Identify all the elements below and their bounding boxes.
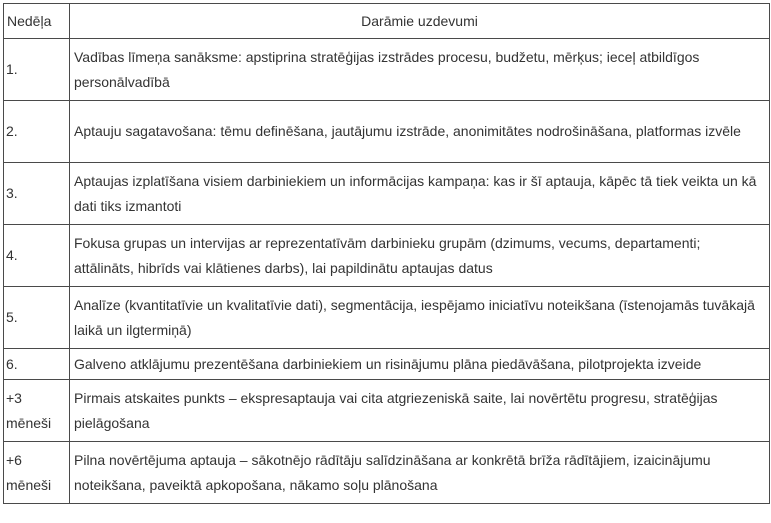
table-row xyxy=(4,287,770,349)
task-cell: Analīze (kvantitatīvie un kvalitatīvie dati), segmentācija, iespējamo iniciatīvu noteikšana (īstenojamās tuvākajā laikā un ilgtermiņā) xyxy=(70,287,770,349)
table-header xyxy=(4,4,770,39)
week-cell: 3. xyxy=(4,163,70,225)
week-cell: 4. xyxy=(4,225,70,287)
week-cell: +6 mēneši xyxy=(4,442,70,504)
task-cell: Galveno atklājumu prezentēšana darbiniekiem un risinājumu plāna piedāvāšana, pilotprojekta izveide xyxy=(70,349,770,380)
task-cell: Pirmais atskaites punkts – ekspresaptauja vai cita atgriezeniskā saite, lai novērtētu progresu, stratēģijas pielāgošana xyxy=(70,380,770,442)
week-column-header: Nedēļa xyxy=(4,4,70,39)
implementation-plan-table xyxy=(3,3,770,504)
task-cell: Aptauju sagatavošana: tēmu definēšana, jautājumu izstrāde, anonimitātes nodrošināšana, platformas izvēle xyxy=(70,101,770,163)
table-row xyxy=(4,349,770,380)
task-cell: Vadības līmeņa sanāksme: apstiprina stratēģijas izstrādes procesu, budžetu, mērķus; ieceļ atbildīgos personālvadībā xyxy=(70,39,770,101)
table-body xyxy=(4,39,770,504)
task-cell: Fokusa grupas un intervijas ar reprezentatīvām darbinieku grupām (dzimums, vecums, departamenti; attālināts, hibrīds vai klātienes darbs), lai papildinātu aptaujas datus xyxy=(70,225,770,287)
table-row xyxy=(4,101,770,163)
week-cell: +3 mēneši xyxy=(4,380,70,442)
table-row xyxy=(4,442,770,504)
header-row xyxy=(4,4,770,39)
table-row xyxy=(4,225,770,287)
table-row xyxy=(4,380,770,442)
task-cell: Aptaujas izplatīšana visiem darbiniekiem un informācijas kampaņa: kas ir šī aptauja, kāpēc tā tiek veikta un kā dati tiks izmantoti xyxy=(70,163,770,225)
week-cell: 1. xyxy=(4,39,70,101)
week-cell: 2. xyxy=(4,101,70,163)
tasks-column-header: Darāmie uzdevumi xyxy=(70,4,770,39)
table-row xyxy=(4,39,770,101)
task-cell: Pilna novērtējuma aptauja – sākotnējo rādītāju salīdzināšana ar konkrētā brīža rādītājiem, izaicinājumu noteikšana, paveiktā apkopošana, nākamo soļu plānošana xyxy=(70,442,770,504)
table-row xyxy=(4,163,770,225)
week-cell: 6. xyxy=(4,349,70,380)
week-cell: 5. xyxy=(4,287,70,349)
